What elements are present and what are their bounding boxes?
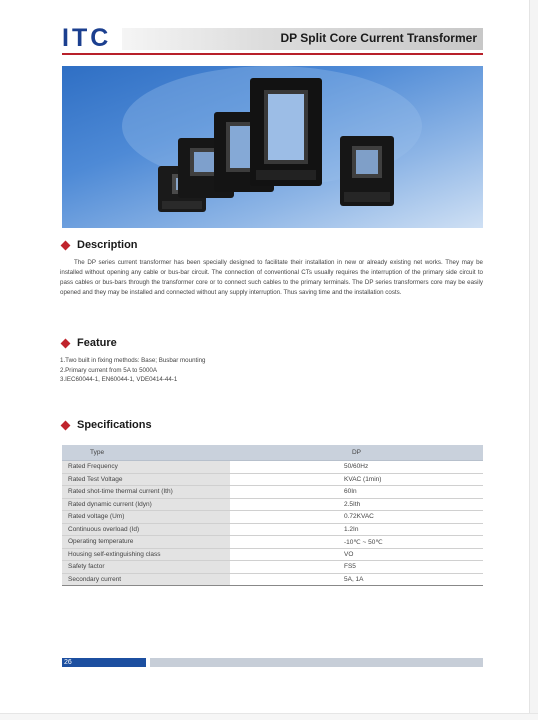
table-row xyxy=(62,486,483,499)
bullet-diamond-icon xyxy=(61,338,71,348)
spec-value: 2.5Ith xyxy=(230,498,483,511)
transformer-right-icon xyxy=(340,136,394,206)
feature-item: 1.Two built in fixing methods: Base; Busbar mounting xyxy=(60,357,206,364)
feature-title: Feature xyxy=(77,337,117,349)
spec-value: 0.72KVAC xyxy=(230,511,483,524)
description-heading xyxy=(62,237,138,253)
description-title: Description xyxy=(77,239,138,251)
spec-label: Rated shot-time thermal current (Ith) xyxy=(62,486,230,499)
title-bar xyxy=(122,28,483,50)
page-edge-right xyxy=(529,0,538,720)
feature-item: 2.Primary current from 5A to 5000A xyxy=(60,366,157,374)
spec-value: 1.2In xyxy=(230,523,483,536)
spec-value: KVAC (1min) xyxy=(230,473,483,486)
table-row xyxy=(62,536,483,549)
footer-accent-bar xyxy=(62,658,146,667)
spec-label: Secondary current xyxy=(62,573,230,586)
description-body xyxy=(60,258,483,298)
specifications-heading xyxy=(62,417,152,433)
table-row xyxy=(62,473,483,486)
page-number: 26 xyxy=(64,659,72,666)
table-row xyxy=(62,523,483,536)
specifications-table xyxy=(62,445,483,586)
spec-value: FS5 xyxy=(230,561,483,574)
footer-gray-bar xyxy=(150,658,483,667)
spec-label: Continuous overload (Id) xyxy=(62,523,230,536)
table-row xyxy=(62,498,483,511)
table-row xyxy=(62,461,483,474)
spec-label: Rated Frequency xyxy=(62,461,230,474)
spec-value: -10℃ ~ 50℃ xyxy=(230,536,483,549)
transformer-tallest-icon xyxy=(250,78,322,186)
description-text: The DP series current transformer has been specially designed to facilitate their installation in new or already existing net works. They may be installed without opening any cable or bus-bar circuit. The connection of conventional CTs usually requires the interruption of the primary side circuit to pass cables or bus-bars through the transformer core or to connect such cables to the primary terminals. The DP series transformers core may be easily opened and they may be installed and connected without any supply interruption. Thus saving time and the installation costs. xyxy=(60,259,483,296)
feature-item: 3.IEC60044-1, EN60044-1, VDE0414-44-1 xyxy=(60,376,178,383)
table-row xyxy=(62,548,483,561)
feature-list xyxy=(60,356,205,385)
company-logo: ITC xyxy=(62,24,112,52)
spec-value: VO xyxy=(230,548,483,561)
column-header-dp: DP xyxy=(230,445,483,461)
page-title: DP Split Core Current Transformer xyxy=(280,31,477,45)
table-row xyxy=(62,561,483,574)
spec-label: Operating temperature xyxy=(62,536,230,549)
table-header-row xyxy=(62,445,483,461)
bullet-diamond-icon xyxy=(61,420,71,430)
column-header-type: Type xyxy=(62,445,230,461)
product-photo xyxy=(62,66,483,228)
page-edge-bottom xyxy=(0,713,538,720)
header-divider xyxy=(62,53,483,55)
bullet-diamond-icon xyxy=(61,240,71,250)
spec-label: Housing self-extinguishing class xyxy=(62,548,230,561)
table-row xyxy=(62,511,483,524)
specifications-title: Specifications xyxy=(77,419,152,431)
spec-label: Rated voltage (Um) xyxy=(62,511,230,524)
table-row xyxy=(62,573,483,586)
spec-value: 50/60Hz xyxy=(230,461,483,474)
spec-value: 60In xyxy=(230,486,483,499)
feature-heading xyxy=(62,335,117,351)
transformers-illustration xyxy=(62,66,483,228)
spec-label: Safety factor xyxy=(62,561,230,574)
spec-label: Rated dynamic current (Idyn) xyxy=(62,498,230,511)
spec-label: Rated Test Voltage xyxy=(62,473,230,486)
spec-value: 5A, 1A xyxy=(230,573,483,586)
